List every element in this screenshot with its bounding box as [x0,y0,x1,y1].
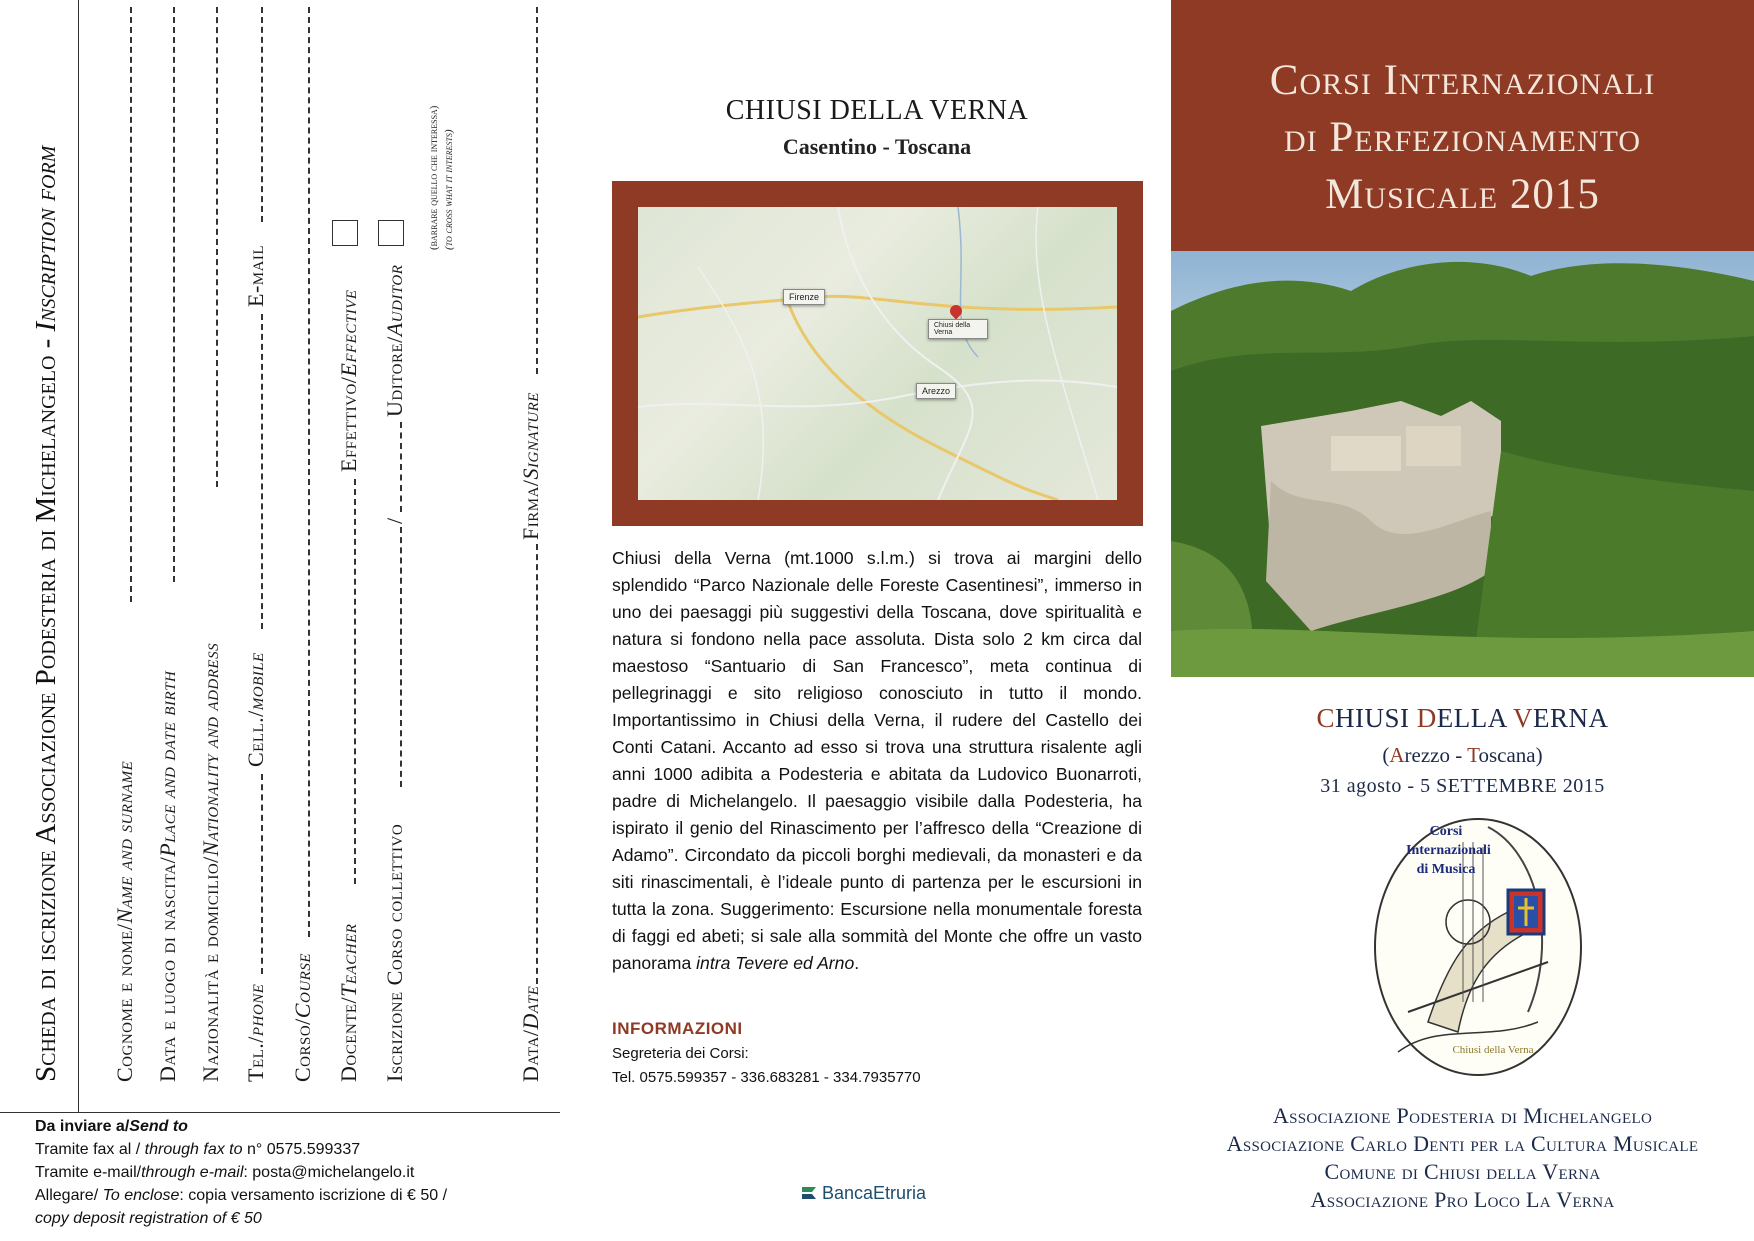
send-heading-it: Da inviare a/ [35,1118,130,1135]
birth-label-it: Data e luogo di nascita/ [155,856,180,1082]
date-label [518,986,544,1082]
collective-field-1[interactable] [400,527,402,787]
place-c: C [1316,703,1335,733]
send-mail-a: Tramite e-mail/ [35,1164,142,1181]
place-d: D [1416,703,1437,733]
send-encl-a: Allegare/ [35,1187,103,1204]
name-field[interactable] [130,7,132,602]
event-dates: 31 agosto - 5 SETTEMBRE 2015 [1320,775,1605,797]
logo-text-layer [1368,812,1588,1094]
auditor-label-it: Uditore/ [382,336,407,417]
title-banner [1171,0,1754,251]
place-3: ERNA [1533,703,1609,733]
course-label-en: Course [290,953,315,1019]
cell-label-it: Cell./ [243,710,268,767]
tel-label-en: phone [243,983,268,1037]
info-line-2: Tel. 0575.599357 - 336.683281 - 334.7935770 [612,1069,921,1086]
banner-title-2: di Perfezionamento [1283,114,1642,161]
auditor-checkbox[interactable] [378,220,404,246]
send-to-block [0,1112,560,1230]
signature-label [518,392,544,540]
info-line-1: Segreteria dei Corsi: [612,1045,749,1062]
name-label-it: Cognome e nome/ [112,923,137,1082]
info-heading: INFORMAZIONI [612,1019,743,1038]
map-label-arezzo: Arezzo [916,383,956,399]
event-place [1171,703,1754,734]
effective-label-en: Effective [336,289,361,377]
bank-name: BancaEtruria [822,1183,927,1203]
assoc-4: Associazione Pro Loco La Verna [1310,1187,1615,1212]
panel2-title: CHIUSI DELLA VERNA [725,95,1029,126]
effective-label [336,290,362,472]
tel-label [243,984,269,1082]
logo-text-2: Internazionali [1406,843,1491,858]
cross-note-it: (barrare quello che interessa) [428,105,440,250]
teacher-label-it: Docente/ [336,996,361,1082]
teacher-field[interactable] [354,479,356,884]
send-encl-b: To enclose [102,1187,180,1204]
form-title-it: Scheda di iscrizione Associazione Podesteria di Michelangelo - [30,331,62,1082]
send-fax-c: n° 0575.599337 [242,1141,361,1158]
send-enclose-en: copy deposit registration of € 50 [35,1210,262,1227]
logo-text-3: di Musica [1416,862,1476,877]
signature-label-en: Signature [518,392,543,480]
collective-slash: / [382,517,407,524]
tel-field[interactable] [261,774,263,974]
send-fax-a: Tramite fax al / [35,1141,145,1158]
map-label-firenze: Firenze [783,289,825,305]
map-label-chiusi: Chiusi della Verna [928,319,988,339]
birth-label [155,671,181,1082]
signature-field[interactable] [536,7,538,374]
send-email [35,1161,560,1184]
map-frame [612,181,1143,526]
birth-label-en: Place and date birth [155,670,180,857]
teacher-label [336,924,362,1082]
nationality-label-en: Nationality and address [198,642,223,857]
description-main: Chiusi della Verna (mt.1000 s.l.m.) si trova ai margini dello splendido “Parco Nazionale delle Foreste Casentinesi”, immerso in uno dei paesaggi più suggestivi della Toscana, dove spiritualità e natura si fondono nella pace assoluta. Dista solo 2 km circa dal maestoso “Santuario di San Francesco”, meta continua di pellegrinaggi e sito religioso conosciuto in tutto il mondo. Importantissimo in Chiusi della Verna, il rudere del Castello dei Conti Catani. Accanto ad esso si trova una struttura risalente agli anni 1000 adibita a Podesteria e abitata da Ludovico Buonarroti, padre di Michelangelo. Il paesaggio visibile dalla Podesteria, ha ispirato il genio del Rinascimento per l’affresco della “Creazione di Adamo”. Circondato da piccoli borghi medievali, da monasteri e da siti rinascimentali, è l’ideale punto di partenza per le escursioni in tutta la zona. Suggerimento: Escursione nella monumentale foresta di faggi ed abeti; si sale alla sommità del Monte che offre un vasto panorama [612,548,1142,973]
inscription-form [0,0,560,1112]
send-heading [35,1115,560,1138]
send-mail-c: : posta@michelangelo.it [243,1164,415,1181]
send-fax [35,1138,560,1161]
auditor-label [382,265,408,417]
region-1: rezzo - [1404,743,1468,767]
assoc-2: Associazione Carlo Denti per la Cultura Musicale [1226,1131,1699,1156]
effective-checkbox[interactable] [332,220,358,246]
assoc-1: Associazione Podesteria di Michelangelo [1272,1103,1653,1128]
form-title [30,146,63,1082]
logo-text-bottom: Chiusi della Verna [1452,1044,1534,1056]
courses-logo [1368,812,1588,1094]
send-enclose [35,1184,560,1207]
banner-title-1: Corsi Internazionali [1269,57,1656,104]
effective-label-it: Effettivo/ [336,376,361,472]
assoc-3: Comune di Chiusi della Verna [1324,1159,1601,1184]
map-roads [638,207,1117,500]
logo-text-1: Corsi [1429,824,1463,839]
collective-field-2[interactable] [400,422,402,512]
course-label-it: Corso/ [290,1018,315,1082]
send-encl-c: : copia versamento iscrizione di € 50 / [179,1187,448,1204]
bank-logo [800,1183,926,1204]
date-field[interactable] [536,544,538,984]
panel2-subtitle: Casentino - Toscana [782,134,972,159]
cell-field[interactable] [261,314,263,629]
map-image [638,207,1117,500]
cross-note-en: (to cross what it interests) [443,129,455,250]
teacher-label-en: Teacher [336,923,361,997]
place-1: HIUSI [1335,703,1417,733]
banner-title-3: Musicale 2015 [1325,171,1600,218]
cell-label-en: mobile [243,652,268,711]
place-2: ELLA [1436,703,1513,733]
description-italic: intra Tevere ed Arno [696,953,855,973]
email-label: E-mail [243,244,268,307]
course-label [290,953,316,1082]
name-label-en: Name and surname [112,760,137,924]
region-a: A [1389,743,1405,767]
nationality-field[interactable] [216,7,218,487]
nationality-label-it: Nazionalità e domicilio/ [198,856,223,1082]
date-label-it: Data/ [518,1029,543,1082]
send-mail-b: through e-mail [141,1164,244,1181]
date-label-en: Date [518,985,543,1030]
region-t: T [1467,743,1479,767]
landscape-photo [1171,251,1754,677]
auditor-label-en: Auditor [382,264,407,337]
send-heading-en: Send to [129,1118,188,1135]
photo-illustration [1171,251,1754,677]
name-label [112,761,138,1082]
region-open: ( [1382,743,1390,767]
nationality-label [198,643,224,1082]
event-region [1171,743,1754,768]
collective-label: Iscrizione Corso collettivo [382,823,407,1082]
tel-label-it: Tel./ [243,1036,268,1082]
place-v: V [1513,703,1533,733]
region-2: oscana) [1478,743,1543,767]
email-field[interactable] [261,7,263,222]
bank-mark-icon [800,1183,820,1203]
logo-text-top [1406,822,1491,879]
form-title-en: Inscription form [30,145,62,332]
description-end: . [854,953,860,973]
signature-label-it: Firma/ [518,479,543,540]
description-text [612,545,1142,977]
cell-label [243,652,269,767]
birth-field[interactable] [173,7,175,582]
send-fax-b: through fax to [144,1141,243,1158]
course-field[interactable] [308,7,310,937]
form-divider [78,0,79,1112]
